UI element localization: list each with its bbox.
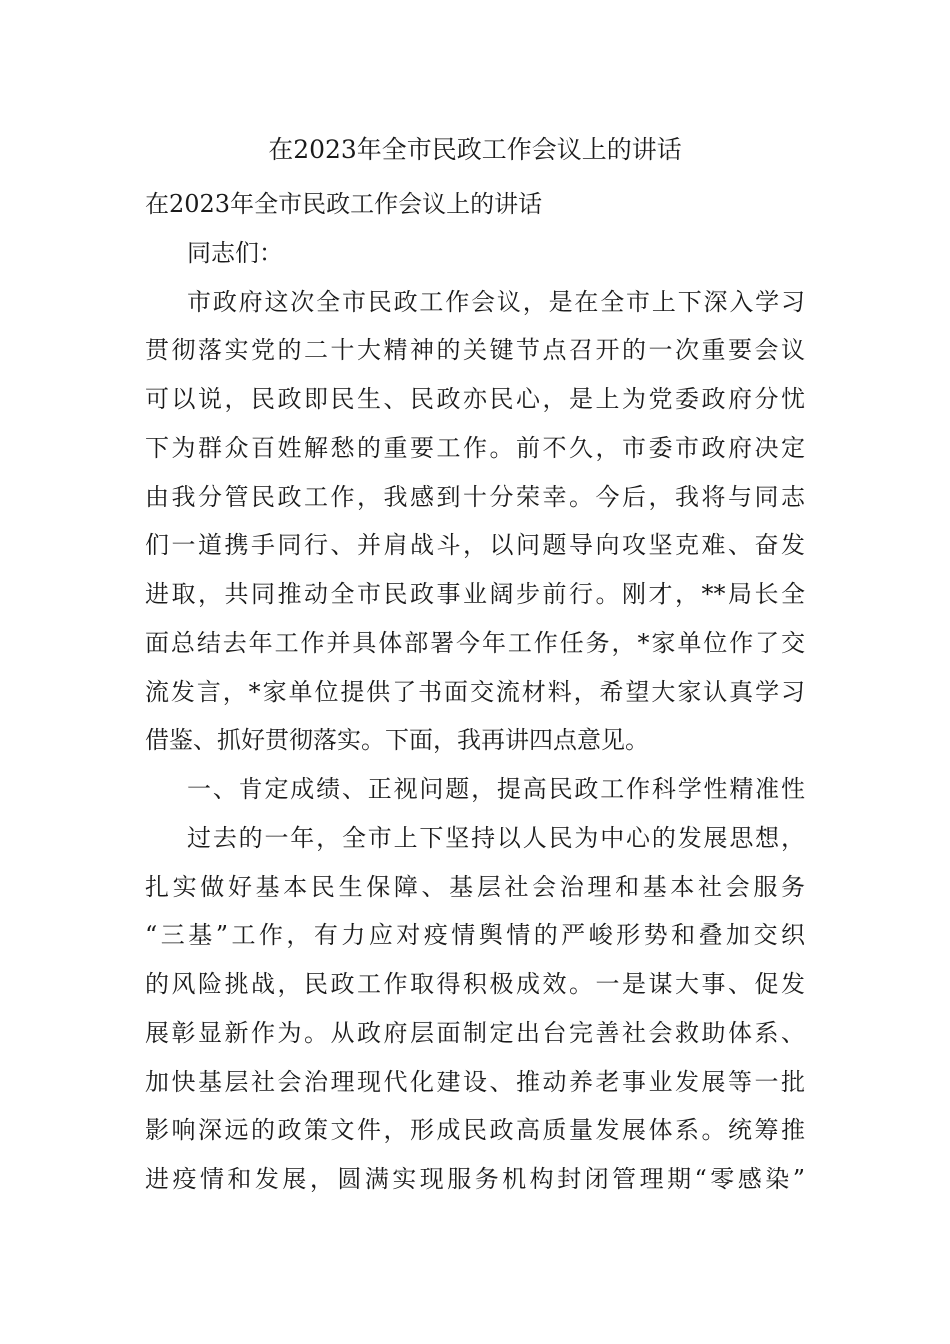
paragraph-line: 下为群众百姓解愁的重要工作。前不久，市委市政府决定 — [145, 433, 805, 462]
section-heading: 一、肯定成绩、正视问题，提高民政工作科学性精准性 — [187, 775, 805, 803]
paragraph-line: “三基”工作，有力应对疫情舆情的严峻形势和叠加交织 — [145, 921, 805, 950]
paragraph-line: 借鉴、抓好贯彻落实。下面，我再讲四点意见。 — [145, 726, 649, 755]
salutation: 同志们： — [187, 238, 283, 267]
paragraph-line: 展彰显新作为。从政府层面制定出台完善社会救助体系、 — [145, 1018, 805, 1047]
document-title: 在2023年全市民政工作会议上的讲话 — [268, 135, 682, 164]
paragraph-line: 贯彻落实党的二十大精神的关键节点召开的一次重要会议 — [145, 336, 805, 365]
paragraph-line: 加快基层社会治理现代化建设、推动养老事业发展等一批 — [145, 1067, 805, 1096]
paragraph-line: 由我分管民政工作，我感到十分荣幸。今后，我将与同志 — [145, 482, 805, 511]
paragraph-line: 市政府这次全市民政工作会议，是在全市上下深入学习 — [187, 287, 805, 316]
paragraph-line: 们一道携手同行、并肩战斗，以问题导向攻坚克难、奋发 — [145, 531, 805, 560]
document-body — [145, 180, 805, 1204]
paragraph-line: 可以说，民政即民生、民政亦民心，是上为党委政府分忧 — [145, 385, 805, 413]
paragraph-line: 影响深远的政策文件，形成民政高质量发展体系。统筹推 — [145, 1116, 805, 1145]
paragraph-line: 过去的一年，全市上下坚持以人民为中心的发展思想， — [187, 823, 805, 852]
paragraph-line: 面总结去年工作并具体部署今年工作任务，*家单位作了交 — [145, 628, 805, 657]
document-subtitle: 在2023年全市民政工作会议上的讲话 — [145, 190, 543, 218]
paragraph-line: 流发言，*家单位提供了书面交流材料，希望大家认真学习 — [145, 677, 805, 706]
paragraph-line: 进疫情和发展，圆满实现服务机构封闭管理期“零感染” — [145, 1165, 805, 1193]
paragraph-line: 的风险挑战，民政工作取得积极成效。一是谋大事、促发 — [145, 970, 805, 998]
paragraph-line: 进取，共同推动全市民政事业阔步前行。刚才，**局长全 — [145, 580, 805, 608]
paragraph-line: 扎实做好基本民生保障、基层社会治理和基本社会服务 — [145, 872, 805, 901]
